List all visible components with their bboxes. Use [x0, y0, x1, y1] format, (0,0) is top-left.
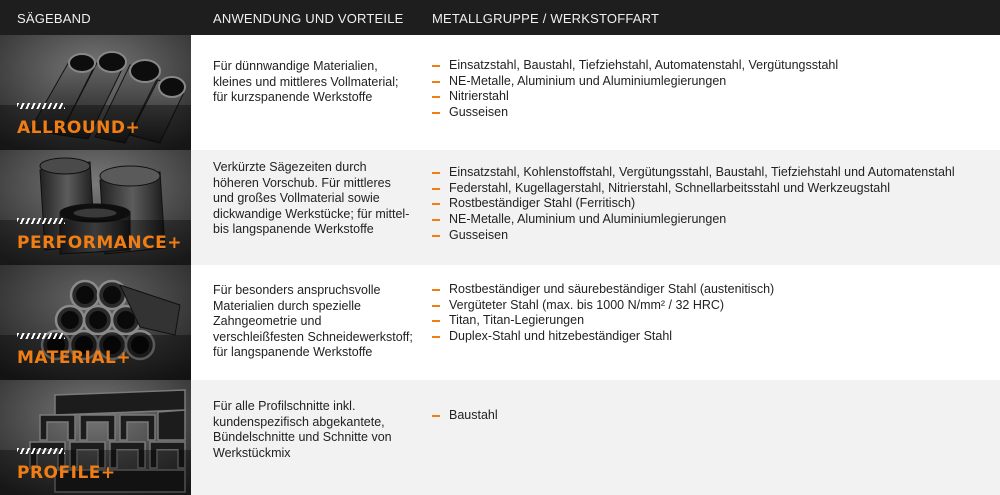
stripes-decoration: [17, 448, 65, 454]
list-item: NE-Metalle, Aluminium und Aluminiumlegierungen: [432, 212, 955, 228]
profile-stack-icon: [0, 380, 191, 495]
list-item: Titan, Titan-Legierungen: [432, 313, 774, 329]
list-item: Rostbeständiger Stahl (Ferritisch): [432, 196, 955, 212]
table-row-performance: [0, 150, 1000, 265]
list-item: Nitrierstahl: [432, 89, 838, 105]
table-row-profile: [0, 380, 1000, 495]
stripes-decoration: [17, 103, 65, 109]
table-row-allround: [0, 35, 1000, 150]
stripes-decoration: [17, 333, 65, 339]
product-name: PERFORMANCE+: [17, 233, 182, 253]
product-name: MATERIAL+: [17, 348, 132, 368]
header-metallgruppe: METALLGRUPPE / WERKSTOFFART: [432, 11, 660, 26]
description: Für besonders anspruchsvolle Materialien durch spezielle Zahngeometrie und verschleißfesten Schneidewerkstoff; für langspanende Werkstoffe: [213, 283, 413, 359]
list-item: Einsatzstahl, Baustahl, Tiefziehstahl, Automatenstahl, Vergütungsstahl: [432, 58, 838, 74]
description: Für alle Profilschnitte inkl. kundenspezifisch abgekantete, Bündelschnitte und Schnitte von Werkstückmix: [213, 399, 392, 460]
stripes-decoration: [17, 218, 65, 224]
list-item: Vergüteter Stahl (max. bis 1000 N/mm² / 32 HRC): [432, 298, 774, 314]
description: Verkürzte Sägezeiten durch höheren Vorschub. Für mittleres und großes Vollmaterial sowie dickwandige Werkstücke; für mittel- bis langspanende Werkstoffe: [213, 160, 410, 236]
description: Für dünnwandige Materialien, kleines und mittleres Vollmaterial; für kurzspanende Werkstoffe: [213, 59, 399, 104]
list-item: Gusseisen: [432, 105, 838, 121]
product-name: PROFILE+: [17, 463, 116, 483]
list-item: Duplex-Stahl und hitzebeständiger Stahl: [432, 329, 774, 345]
solid-bars-icon: [0, 150, 191, 265]
metal-list: [432, 165, 955, 244]
product-name: ALLROUND+: [17, 118, 141, 138]
list-item: Baustahl: [432, 408, 498, 424]
metal-list: [432, 282, 774, 345]
metal-list: [432, 58, 838, 121]
table-header: [0, 0, 1000, 35]
pipe-bundle-icon: [0, 265, 191, 380]
table-row-material: [0, 265, 1000, 380]
list-item: Federstahl, Kugellagerstahl, Nitrierstahl, Schnellarbeitsstahl und Werkzeugstahl: [432, 181, 955, 197]
metal-list: [432, 408, 498, 424]
list-item: NE-Metalle, Aluminium und Aluminiumlegierungen: [432, 74, 838, 90]
header-saegeband: SÄGEBAND: [17, 11, 91, 26]
tubes-icon: [0, 35, 191, 150]
list-item: Rostbeständiger und säurebeständiger Stahl (austenitisch): [432, 282, 774, 298]
list-item: Gusseisen: [432, 228, 955, 244]
list-item: Einsatzstahl, Kohlenstoffstahl, Vergütungsstahl, Baustahl, Tiefziehstahl und Automatenstahl: [432, 165, 955, 181]
header-anwendung: ANWENDUNG UND VORTEILE: [213, 11, 404, 26]
